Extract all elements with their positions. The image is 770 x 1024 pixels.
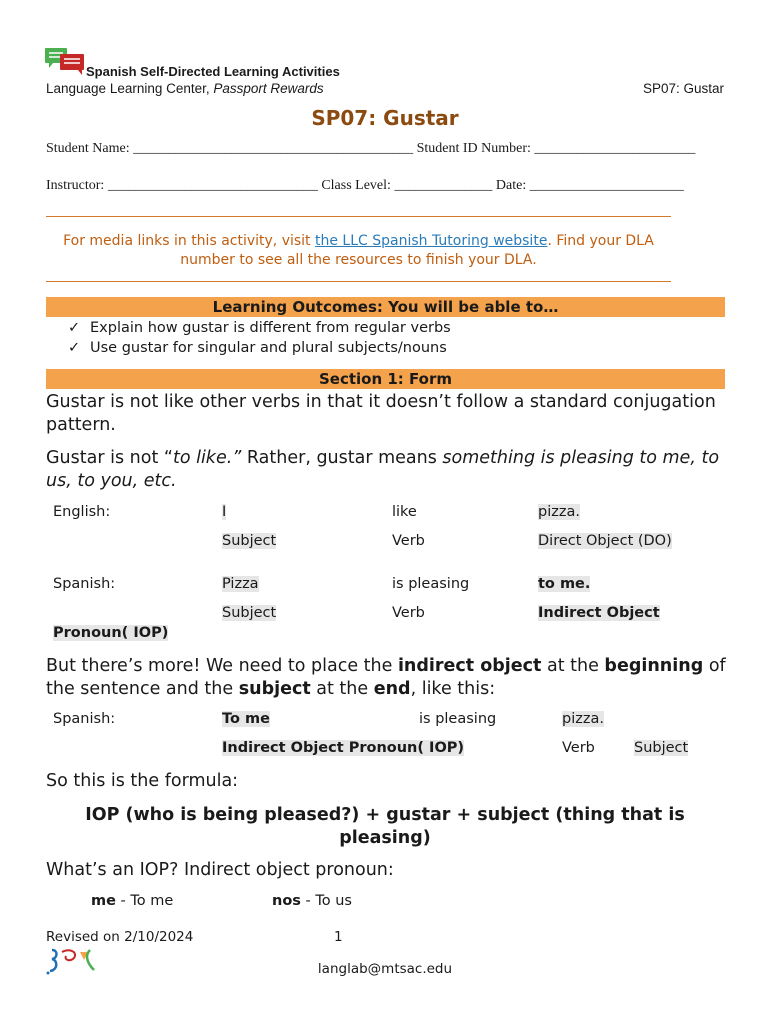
spanish-word: is pleasing [392, 576, 470, 592]
spanish2-role: Subject [634, 740, 689, 756]
section1-heading: Section 1: Form [46, 369, 725, 389]
media-notice: For media links in this activity, visit the LLC Spanish Tutoring website. Find your DLA number to see all the resources to finish your DLA. [63, 233, 654, 268]
iop-item: nos - To us [272, 893, 352, 909]
checkmark-icon: ✓ [68, 320, 81, 336]
english-label: English: [53, 504, 111, 520]
intro-paragraph: Gustar is not like other verbs in that it doesn’t follow a standard conjugation pattern. [46, 392, 716, 435]
spanish-word: to me. [538, 576, 591, 592]
spanish-label: Spanish: [53, 576, 116, 592]
formula: IOP (who is being pleased?) + gustar + subject (thing that is pleasing) [85, 805, 685, 848]
spanish-role: Verb [392, 605, 425, 621]
program-title: Spanish Self-Directed Learning Activities [86, 64, 340, 79]
spanish2-role: Indirect Object Pronoun( IOP) [222, 740, 465, 756]
spanish-role: Subject [222, 605, 277, 621]
meaning-paragraph: Gustar is not “to like.” Rather, gustar means something is pleasing to me, to us, to you, etc. [46, 448, 720, 491]
chat-bubbles-icon [44, 46, 88, 76]
iop-item: me - To me [91, 893, 174, 909]
spanish2-word: pizza. [562, 711, 604, 727]
student-info-line: Student Name: ________________________________________ Student ID Number: _______________________ [46, 141, 696, 156]
revised-date: Revised on 2/10/2024 [46, 929, 194, 945]
spanish2-role: Verb [562, 740, 595, 756]
iop-intro: What’s an IOP? Indirect object pronoun: [46, 860, 394, 880]
spanish-role: Indirect Object [538, 605, 660, 621]
formula-intro: So this is the formula: [46, 771, 239, 791]
english-word: I [222, 504, 227, 520]
outcomes-heading: Learning Outcomes: You will be able to… [46, 297, 725, 317]
spanish2-label: Spanish: [53, 711, 116, 727]
header-center: Language Learning Center, Passport Rewards [46, 81, 324, 96]
page-number: 1 [334, 929, 343, 945]
english-role: Subject [222, 533, 277, 549]
header-code: SP07: Gustar [642, 81, 724, 96]
outcome-item: ✓ Use gustar for singular and plural subjects/nouns [68, 340, 447, 356]
spanish-word: Pizza [222, 576, 259, 592]
spanish2-word: To me [222, 711, 270, 727]
instructor-info-line: Instructor: ______________________________ Class Level: ______________ Date: ______________________ [46, 178, 684, 193]
spanish-role-wrap: Pronoun( IOP) [53, 625, 169, 641]
spanish2-word: is pleasing [419, 711, 497, 727]
english-role: Direct Object (DO) [538, 533, 672, 549]
english-word: pizza. [538, 504, 580, 520]
english-role: Verb [392, 533, 425, 549]
divider-bottom [46, 281, 671, 282]
placement-paragraph: But there’s more! We need to place the indirect object at the beginning of the sentence and the subject at the end, like this: [46, 656, 726, 699]
english-word: like [392, 504, 417, 520]
page-title: SP07: Gustar [311, 106, 459, 130]
contact-email: langlab@mtsac.edu [317, 961, 453, 977]
checkmark-icon: ✓ [68, 340, 81, 356]
outcome-item: ✓ Explain how gustar is different from regular verbs [68, 320, 451, 336]
divider-top [46, 216, 671, 217]
tutoring-website-link[interactable]: the LLC Spanish Tutoring website [315, 233, 548, 249]
